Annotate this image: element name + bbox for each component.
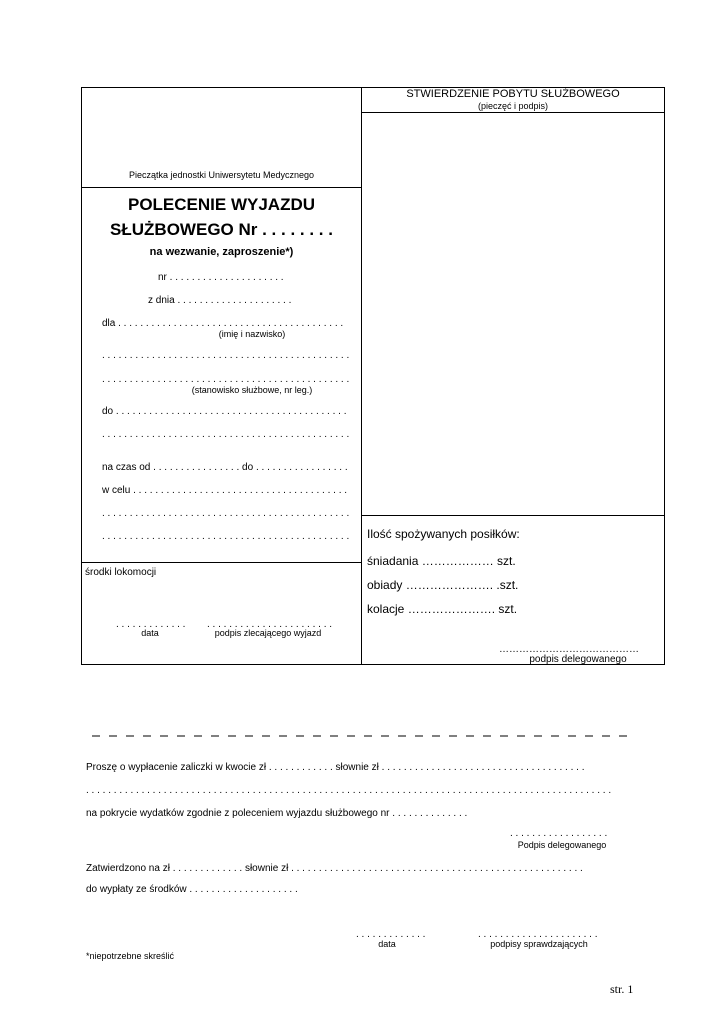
issuer-signature-dots[interactable]: . . . . . . . . . . . . . . . . . . . . . . . bbox=[207, 619, 333, 630]
blank-line[interactable]: . . . . . . . . . . . . . . . . . . . . . . . . . . . . . . . . . . . . . . . . . . . . . bbox=[102, 350, 350, 361]
advance-request-line[interactable]: Proszę o wypłacenie zaliczki w kwocie zł . . . . . . . . . . . . słownie zł . . . . . . . . . . . . . . . . . . . . . . . . . . . . . . . . . . . . . bbox=[86, 762, 585, 773]
employee-position-field[interactable]: . . . . . . . . . . . . . . . . . . . . . . . . . . . . . . . . . . . . . . . . . . . . . bbox=[102, 374, 350, 385]
frame-column-divider bbox=[361, 87, 362, 665]
stamp-divider bbox=[81, 187, 362, 188]
trip-purpose-field[interactable]: w celu . . . . . . . . . . . . . . . . . . . . . . . . . . . . . . . . . . . . . . . bbox=[102, 485, 348, 496]
transport-divider bbox=[81, 562, 362, 563]
blank-line[interactable]: . . . . . . . . . . . . . . . . . . . . . . . . . . . . . . . . . . . . . . . . . . . . . bbox=[102, 508, 350, 519]
destination-field[interactable]: do . . . . . . . . . . . . . . . . . . . . . . . . . . . . . . . . . . . . . . . . . . bbox=[102, 406, 347, 417]
approval-date-caption: data bbox=[378, 939, 396, 949]
approved-amount-line[interactable]: Zatwierdzono na zł . . . . . . . . . . . . . słownie zł . . . . . . . . . . . . . . . . . . . . . . . . . . . . . . . . . . . . . . . . . . . . . . . . . . . . . bbox=[86, 863, 583, 874]
breakfast-count-field[interactable]: śniadania ……………… szt. bbox=[367, 554, 516, 568]
frame-right-border bbox=[664, 87, 665, 665]
employee-position-caption: (stanowisko służbowe, nr leg.) bbox=[191, 385, 313, 395]
trip-period-field[interactable]: na czas od . . . . . . . . . . . . . . . . do . . . . . . . . . . . . . . . . . bbox=[102, 462, 348, 473]
delegate-signature-dots[interactable]: …………………………………… bbox=[499, 644, 639, 655]
delegate-signature-caption: podpis delegowanego bbox=[529, 654, 627, 665]
checkers-signature-dots[interactable]: . . . . . . . . . . . . . . . . . . . . . . bbox=[478, 929, 598, 940]
order-number-field[interactable]: nr . . . . . . . . . . . . . . . . . . . . . bbox=[158, 272, 284, 283]
cut-line bbox=[92, 735, 632, 739]
form-title-line2: SŁUŻBOWEGO Nr . . . . . . . . bbox=[110, 220, 333, 239]
meals-divider bbox=[361, 515, 665, 516]
blank-line[interactable]: . . . . . . . . . . . . . . . . . . . . . . . . . . . . . . . . . . . . . . . . . . . . . bbox=[102, 429, 350, 440]
transport-label: środki lokomocji bbox=[85, 567, 157, 578]
stamp-label: Pieczątka jednostki Uniwersytetu Medycznego bbox=[128, 170, 315, 180]
funds-source-line[interactable]: do wypłaty ze środków . . . . . . . . . . . . . . . . . . . . bbox=[86, 884, 298, 895]
confirmation-header-divider bbox=[361, 112, 665, 113]
advance-signature-caption: Podpis delegowanego bbox=[517, 840, 607, 850]
confirmation-title: STWIERDZENIE POBYTU SŁUŻBOWEGO bbox=[406, 88, 620, 100]
meals-heading: Ilość spożywanych posiłków: bbox=[367, 527, 520, 541]
advance-amount-words-line[interactable]: . . . . . . . . . . . . . . . . . . . . . . . . . . . . . . . . . . . . . . . . . . . . . . . . . . . . . . . . . . . . . . . . . . . . . . . . . . . . . . . . . . . . . . . . . . . . . . . bbox=[86, 785, 612, 796]
lunch-count-field[interactable]: obiady …………………. .szt. bbox=[367, 578, 519, 592]
page-number: str. 1 bbox=[610, 982, 634, 996]
issue-date-caption: data bbox=[141, 628, 159, 638]
advance-signature-dots[interactable]: . . . . . . . . . . . . . . . . . . bbox=[510, 828, 608, 839]
approval-date-dots[interactable]: . . . . . . . . . . . . . bbox=[356, 929, 426, 940]
confirmation-caption: (pieczęć i podpis) bbox=[477, 101, 549, 111]
order-date-field[interactable]: z dnia . . . . . . . . . . . . . . . . . . . . . bbox=[148, 295, 292, 306]
advance-purpose-line[interactable]: na pokrycie wydatków zgodnie z poleceniem wyjazdu służbowego nr . . . . . . . . . . . . . . bbox=[86, 808, 468, 819]
employee-name-field[interactable]: dla . . . . . . . . . . . . . . . . . . . . . . . . . . . . . . . . . . . . . . . . . bbox=[102, 318, 344, 329]
employee-name-caption: (imię i nazwisko) bbox=[218, 329, 286, 339]
supper-count-field[interactable]: kolacje …………………. szt. bbox=[367, 602, 518, 616]
form-subtitle: na wezwanie, zaproszenie*) bbox=[149, 246, 294, 258]
checkers-signature-caption: podpisy sprawdzających bbox=[490, 939, 588, 949]
footnote: *niepotrzebne skreślić bbox=[86, 951, 175, 961]
blank-line[interactable]: . . . . . . . . . . . . . . . . . . . . . . . . . . . . . . . . . . . . . . . . . . . . . bbox=[102, 531, 350, 542]
form-title-line1: POLECENIE WYJAZDU bbox=[127, 195, 316, 214]
issuer-signature-caption: podpis zlecającego wyjazd bbox=[214, 628, 322, 638]
issue-date-dots[interactable]: . . . . . . . . . . . . . bbox=[116, 619, 186, 630]
